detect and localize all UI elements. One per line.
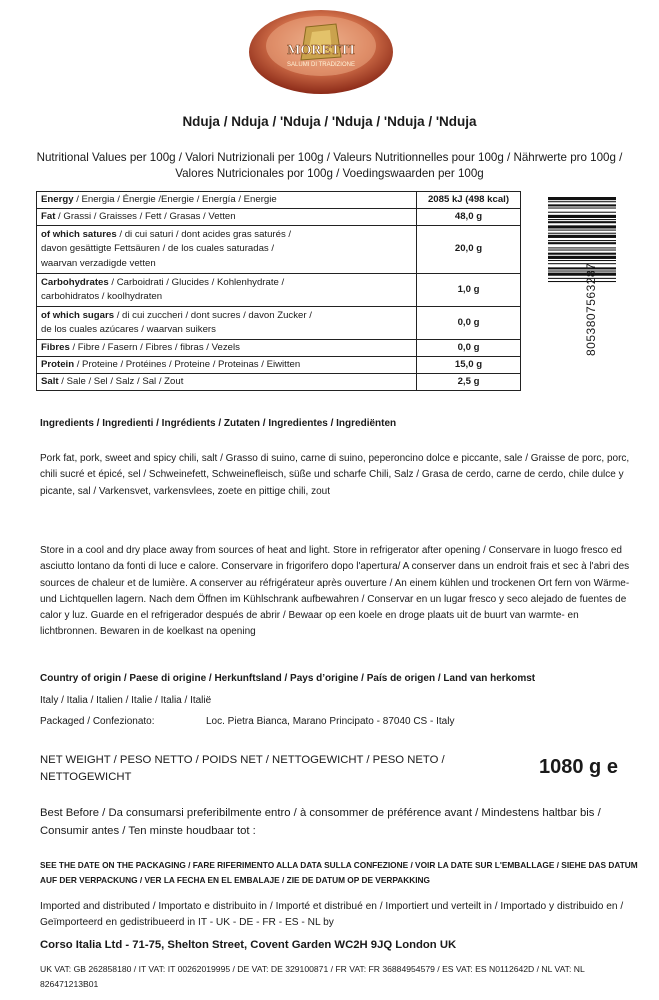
best-before-text: Best Before / Da consumarsi preferibilmente entro / à consommer de préférence avant / Mindestens haltbar bis / Consumir antes / Ten minste houdbaar tot : <box>40 807 601 837</box>
nutrition-table <box>36 191 521 391</box>
nutrition-row-saturates <box>37 226 521 274</box>
barcode-bar <box>548 225 616 228</box>
barcode-bar <box>548 253 616 255</box>
nutrition-heading <box>8 150 651 182</box>
logo-brand: MORETTI <box>287 43 355 58</box>
moretti-logo <box>246 2 396 97</box>
nutrition-value: 0,0 g <box>417 340 521 357</box>
barcode-bar <box>548 263 616 264</box>
vat-numbers: UK VAT: GB 262858180 / IT VAT: IT 00262019995 / DE VAT: DE 329100871 / FR VAT: FR 36884954579 / ES VAT: ES N0112642D / NL VAT: NL 826471213B01 <box>40 964 585 989</box>
nutrition-value: 2,5 g <box>417 374 521 391</box>
nutrition-row-fibres <box>37 340 521 357</box>
logo-tagline: SALUMI DI TRADIZIONE <box>287 62 355 68</box>
barcode-bar <box>548 215 616 218</box>
barcode-bar <box>548 219 616 220</box>
barcode-bar <box>548 208 616 209</box>
nutrition-value: 20,0 g <box>417 226 521 274</box>
nutrition-value: 1,0 g <box>417 274 521 307</box>
barcode-bar <box>548 240 616 241</box>
nutrition-label: Fat / Grassi / Graisses / Fett / Grasas / Vetten <box>37 209 417 226</box>
packaged-label: Packaged / Confezionato: <box>40 716 155 727</box>
barcode-bar <box>548 212 616 213</box>
barcode-bar <box>548 271 616 272</box>
nutrition-label: Fibres / Fibre / Fasern / Fibres / fibras / Vezels <box>37 340 417 357</box>
barcode-bar <box>548 235 616 238</box>
barcode-bar <box>548 281 616 282</box>
nutrition-heading-line1: Nutritional Values per 100g / Valori Nutrizionali per 100g / Valeurs Nutritionnelles pour 100g / Nährwerte pro 100g / <box>36 151 623 164</box>
barcode-bar <box>548 230 616 231</box>
distributed-text: Imported and distributed / Importato e distribuito in / Importé et distribué en / Importiert und verteilt in / Importado y distribuido en / Geïmporteerd en gedistribueerd in IT - UK - DE - FR - ES - NL by <box>40 901 624 929</box>
nutrition-row-salt <box>37 374 521 391</box>
nutrition-value: 15,0 g <box>417 357 521 374</box>
barcode-bar <box>548 260 616 261</box>
distributor-address: Corso Italia Ltd - 71-75, Shelton Street, Covent Garden WC2H 9JQ London UK <box>40 939 457 951</box>
barcode-bar <box>548 278 616 279</box>
barcode-bar <box>548 250 616 251</box>
nutrition-row-energy <box>37 192 521 209</box>
nutrition-heading-line2: Valores Nutricionales por 100g / Voedingswaarden per 100g <box>175 167 484 180</box>
nutrition-row-protein <box>37 357 521 374</box>
barcode-bar <box>548 233 616 234</box>
product-title: Nduja / Nduja / 'Nduja / 'Nduja / 'Nduja / 'Nduja <box>182 114 477 129</box>
barcode <box>548 195 616 355</box>
nutrition-label: of which satures / di cui saturi / dont acides gras saturés / davon gesättigte Fettsäuren / de los cuales saturadas / waarvan verzadigde vetten <box>37 226 417 274</box>
nutrition-row-sugars <box>37 307 521 340</box>
ingredients-text: Pork fat, pork, sweet and spicy chili, salt / Grasso di suino, carne di suino, peperoncino dolce e piccante, sale / Graisse de porc, porc, chili sucré et épicé, sel / Schweinefett, Schweinefleisch, süße und scharfe Chili, Salz / Grasa de cerdo, carne de cerdo, chile dulce y picante, sal / Varkensvet, varkensvlees, zoete en pittige chili, zout <box>40 453 630 497</box>
barcode-bar <box>548 197 616 200</box>
net-weight-value: 1080 g e <box>539 756 618 778</box>
nutrition-label: Energy / Energia / Énergie /Energie / Energía / Energie <box>37 192 417 209</box>
barcode-bar <box>548 247 616 248</box>
nutrition-label: of which sugars / di cui zuccheri / dont sucres / davon Zucker / de los cuales azúcares / waarvan suikers <box>37 307 417 340</box>
barcode-bar <box>548 201 616 202</box>
packaged-value: Loc. Pietra Bianca, Marano Principato - 87040 CS - Italy <box>206 716 455 727</box>
nutrition-value: 0,0 g <box>417 307 521 340</box>
see-date-note: SEE THE DATE ON THE PACKAGING / FARE RIFERIMENTO ALLA DATA SULLA CONFEZIONE / VOIR LA DATE SUR L'EMBALLAGE / SIEHE DAS DATUM AUF DER VERPACKUNG / VER LA FECHA EN EL EMBALAJE / ZIE DE DATUM OP DE VERPAKKING <box>40 860 638 885</box>
net-weight-label: NET WEIGHT / PESO NETTO / POIDS NET / NETTOGEWICHT / PESO NETO / NETTOGEWICHT <box>40 754 445 783</box>
nutrition-value: 48,0 g <box>417 209 521 226</box>
barcode-bar <box>548 221 616 223</box>
barcode-bar <box>548 204 616 206</box>
storage-text: Store in a cool and dry place away from sources of heat and light. Store in refrigerator after opening / Conservare in luogo fresco ed asciutto lontano da fonti di luce e calore. Conservare in frigorifero dopo l'apertura/ A conserver dans un endroit frais et sec à l'abri des sources de chaleur et de lumière. A conserver au réfrigérateur après ouverture / An einem kühlen und trockenen Ort fern von Wärme- und Lichtquellen lagern. Nach dem Öffnen im Kühlschrank aufbewahren / Conservar en un lugar fresco y seco alejado de fuentes de calor y luz. Guarde en el refrigerador después de abrir / Bewaar op een koele en droge plaats uit de buurt van warmte- en lichtbronnen. Bewaren in de koelkast na opening <box>40 545 630 638</box>
barcode-bar <box>548 242 616 244</box>
nutrition-label: Carbohydrates / Carboidrati / Glucides / Kohlenhydrate / carbohidratos / koolhydraten <box>37 274 417 307</box>
barcode-digits: 8053807563287 <box>584 262 598 356</box>
nutrition-label: Salt / Sale / Sel / Salz / Sal / Zout <box>37 374 417 391</box>
barcode-bar <box>548 273 616 276</box>
barcode-bar <box>548 267 616 269</box>
ingredients-heading: Ingredients / Ingredienti / Ingrédients / Zutaten / Ingredientes / Ingrediënten <box>40 418 397 429</box>
barcode-bar <box>548 256 616 259</box>
origin-heading: Country of origin / Paese di origine / Herkunftsland / Pays d’origine / País de origen / Land van herkomst <box>40 673 536 684</box>
nutrition-row-carbs <box>37 274 521 307</box>
nutrition-label: Protein / Proteine / Protéines / Proteine / Proteinas / Eiwitten <box>37 357 417 374</box>
nutrition-value: 2085 kJ (498 kcal) <box>417 192 521 209</box>
nutrition-row-fat <box>37 209 521 226</box>
origin-text: Italy / Italia / Italien / Italie / Italia / Italië <box>40 695 212 706</box>
